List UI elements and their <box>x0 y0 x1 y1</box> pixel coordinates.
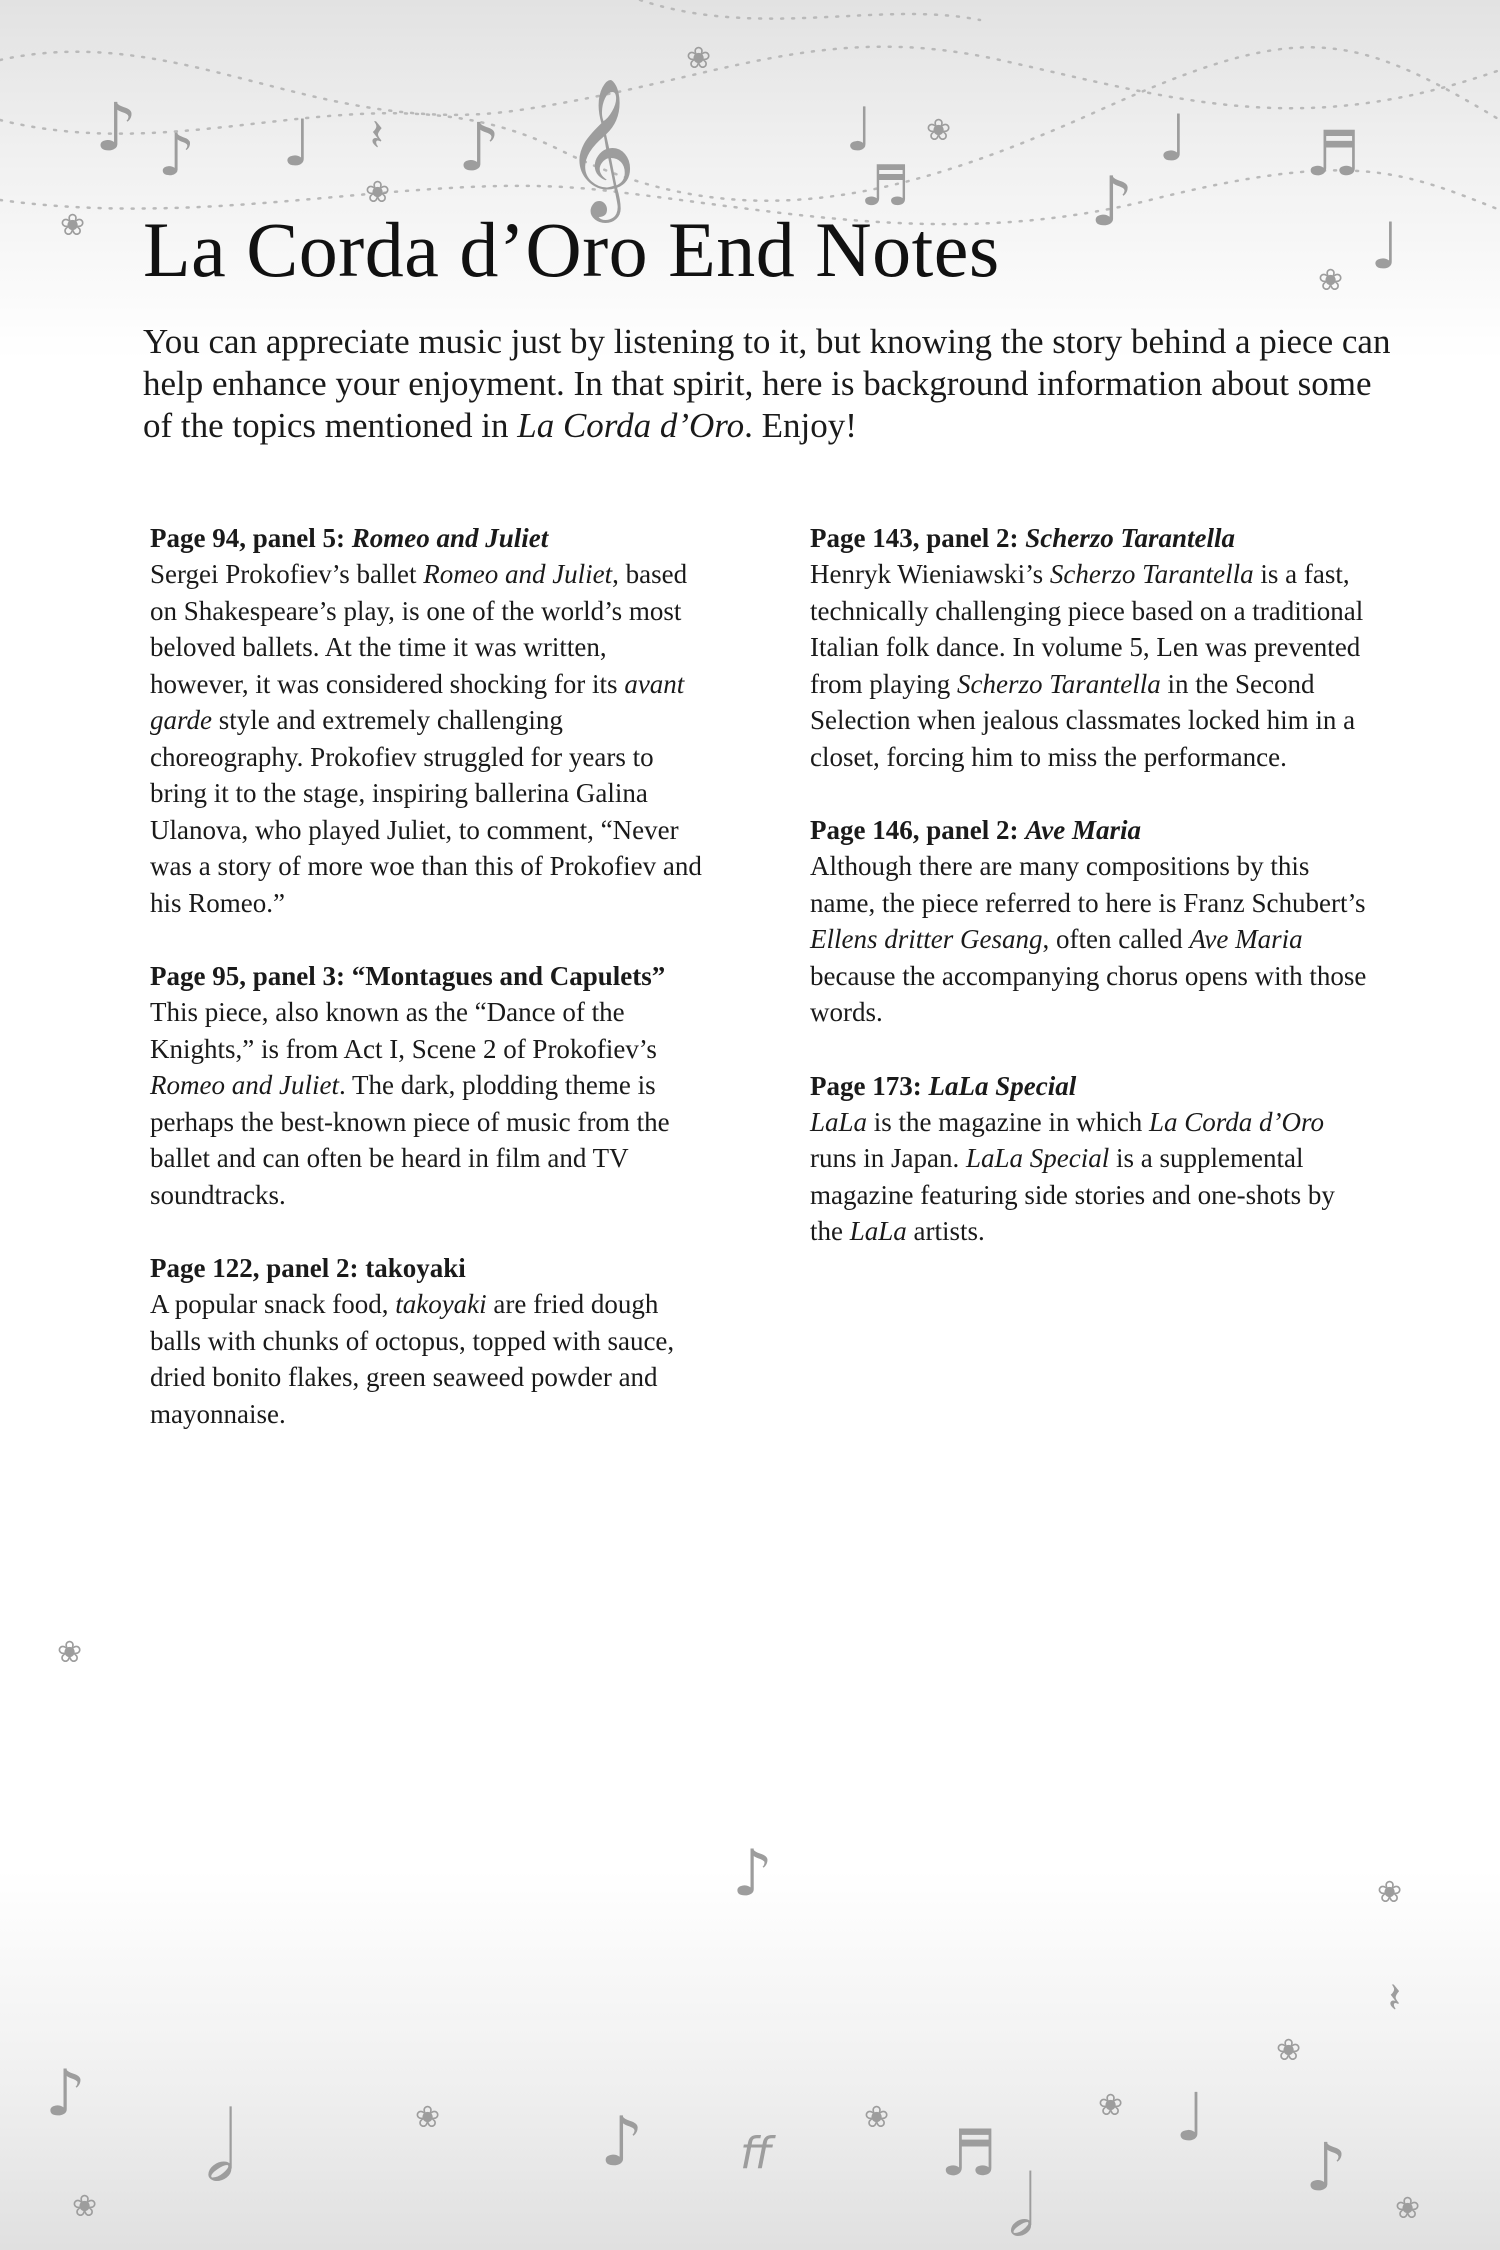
flower-icon: ❀ <box>686 41 712 76</box>
flower-icon: ❀ <box>415 2100 441 2135</box>
note-romeo-and-juliet <box>150 520 710 921</box>
top-decorative-band <box>0 0 1500 360</box>
rest-icon: 𝄽 <box>1388 1973 1401 2022</box>
note-body: LaLa is the magazine in which La Corda d’Oro runs in Japan. LaLa Special is a supplemental magazine featuring side stories and one-shots by the LaLa artists. <box>810 1106 1335 1246</box>
flower-icon: ❀ <box>926 113 952 148</box>
eighth-note-icon: ♪ <box>45 2057 86 2131</box>
note-body: Henryk Wieniawski’s Scherzo Tarantella is a fast, technically challenging piece based on a traditional Italian folk dance. In volume 5, Len was prevented from playing Scherzo Tarantella in the Second Selection when jealous classmates locked him in a closet, forcing him to miss the performance. <box>810 559 1364 772</box>
eighth-note-icon: ♪ <box>1090 163 1134 242</box>
eighth-note-icon: ♪ <box>600 2103 644 2182</box>
eighth-note-icon: ♪ <box>458 109 501 186</box>
fortissimo-mark: ff <box>740 2128 772 2179</box>
flower-icon: ❀ <box>1395 2191 1421 2226</box>
quarter-note-icon: ♩ <box>1175 2079 1207 2156</box>
sixteenth-note-icon: ♬ <box>940 2117 998 2191</box>
note-body: Although there are many compositions by this name, the piece referred to here is Franz Schubert’s Ellens dritter Gesang, often called Ave Maria because the accompanying chorus opens with those words. <box>810 851 1367 1027</box>
note-takoyaki <box>150 1250 710 1432</box>
flower-icon: ❀ <box>365 175 391 210</box>
note-lala-special <box>810 1068 1370 1250</box>
flower-icon: ❀ <box>1098 2088 1124 2123</box>
note-scherzo-tarantella <box>810 520 1370 775</box>
note-body: A popular snack food, takoyaki are fried dough balls with chunks of octopus, topped with sauce, dried bonito flakes, green seaweed powder and mayonnaise. <box>150 1289 675 1429</box>
eighth-note-icon: ♪ <box>158 121 196 189</box>
quarter-note-icon: ♩ <box>845 95 874 165</box>
eighth-note-icon: ♪ <box>732 1837 773 1911</box>
flower-icon: ❀ <box>1377 1875 1403 1910</box>
note-heading: Page 122, panel 2: takoyaki <box>150 1253 466 1283</box>
note-heading: Page 143, panel 2: Scherzo Tarantella <box>810 523 1236 553</box>
flower-icon: ❀ <box>72 2189 98 2224</box>
note-ave-maria <box>810 812 1370 1031</box>
note-heading: Page 94, panel 5: Romeo and Juliet <box>150 523 549 553</box>
eighth-note-icon: ♪ <box>95 89 138 166</box>
rest-icon: 𝄽 <box>370 110 384 161</box>
half-note-icon: 𝅗𝅥 <box>1008 2157 1035 2250</box>
bottom-decorative-band <box>0 1870 1500 2250</box>
flower-icon: ❀ <box>57 1635 83 1670</box>
treble-clef-icon: 𝄞 <box>565 78 636 217</box>
eighth-note-icon: ♪ <box>1305 2129 1348 2206</box>
note-heading: Page 173: LaLa Special <box>810 1070 1077 1101</box>
flower-icon: ❀ <box>60 208 86 243</box>
quarter-note-icon: ♩ <box>1158 102 1189 176</box>
quarter-note-icon: ♩ <box>1370 210 1401 284</box>
note-body: This piece, also known as the “Dance of the Knights,” is from Act I, Scene 2 of Prokofiev’s Romeo and Juliet. The dark, plodding theme is perhaps the best-known piece of music from the ballet and can often be heard in film and TV soundtracks. <box>150 997 670 1210</box>
left-column <box>150 520 710 1469</box>
page-title: La Corda d’Oro End Notes <box>143 206 1000 293</box>
half-note-icon: 𝅗𝅥 <box>205 2091 236 2203</box>
note-montagues-and-capulets <box>150 958 710 1213</box>
note-heading: Page 95, panel 3: “Montagues and Capulets” <box>150 961 666 991</box>
right-column <box>810 520 1370 1287</box>
sixteenth-note-icon: ♬ <box>1305 117 1361 190</box>
intro-paragraph: You can appreciate music just by listening to it, but knowing the story behind a piece can help enhance your enjoyment. In that spirit, here is background information about some of the topics mentioned in La Corda d’Oro. Enjoy! <box>143 322 1391 445</box>
note-heading: Page 146, panel 2: Ave Maria <box>810 815 1141 845</box>
flower-icon: ❀ <box>864 2100 890 2135</box>
flower-icon: ❀ <box>1318 263 1344 298</box>
quarter-note-icon: ♩ <box>282 107 313 181</box>
note-body: Sergei Prokofiev’s ballet Romeo and Juliet, based on Shakespeare’s play, is one of the world’s most beloved ballets. At the time it was written, however, it was considered shocking for its avant garde style and extremely challenging choreography. Prokofiev struggled for years to bring it to the stage, inspiring ballerina Galina Ulanova, who played Juliet, to comment, “Never was a story of more woe than this of Prokofiev and his Romeo.” <box>150 559 702 918</box>
sixteenth-note-icon: ♬ <box>860 154 911 219</box>
flower-icon: ❀ <box>1276 2033 1302 2068</box>
